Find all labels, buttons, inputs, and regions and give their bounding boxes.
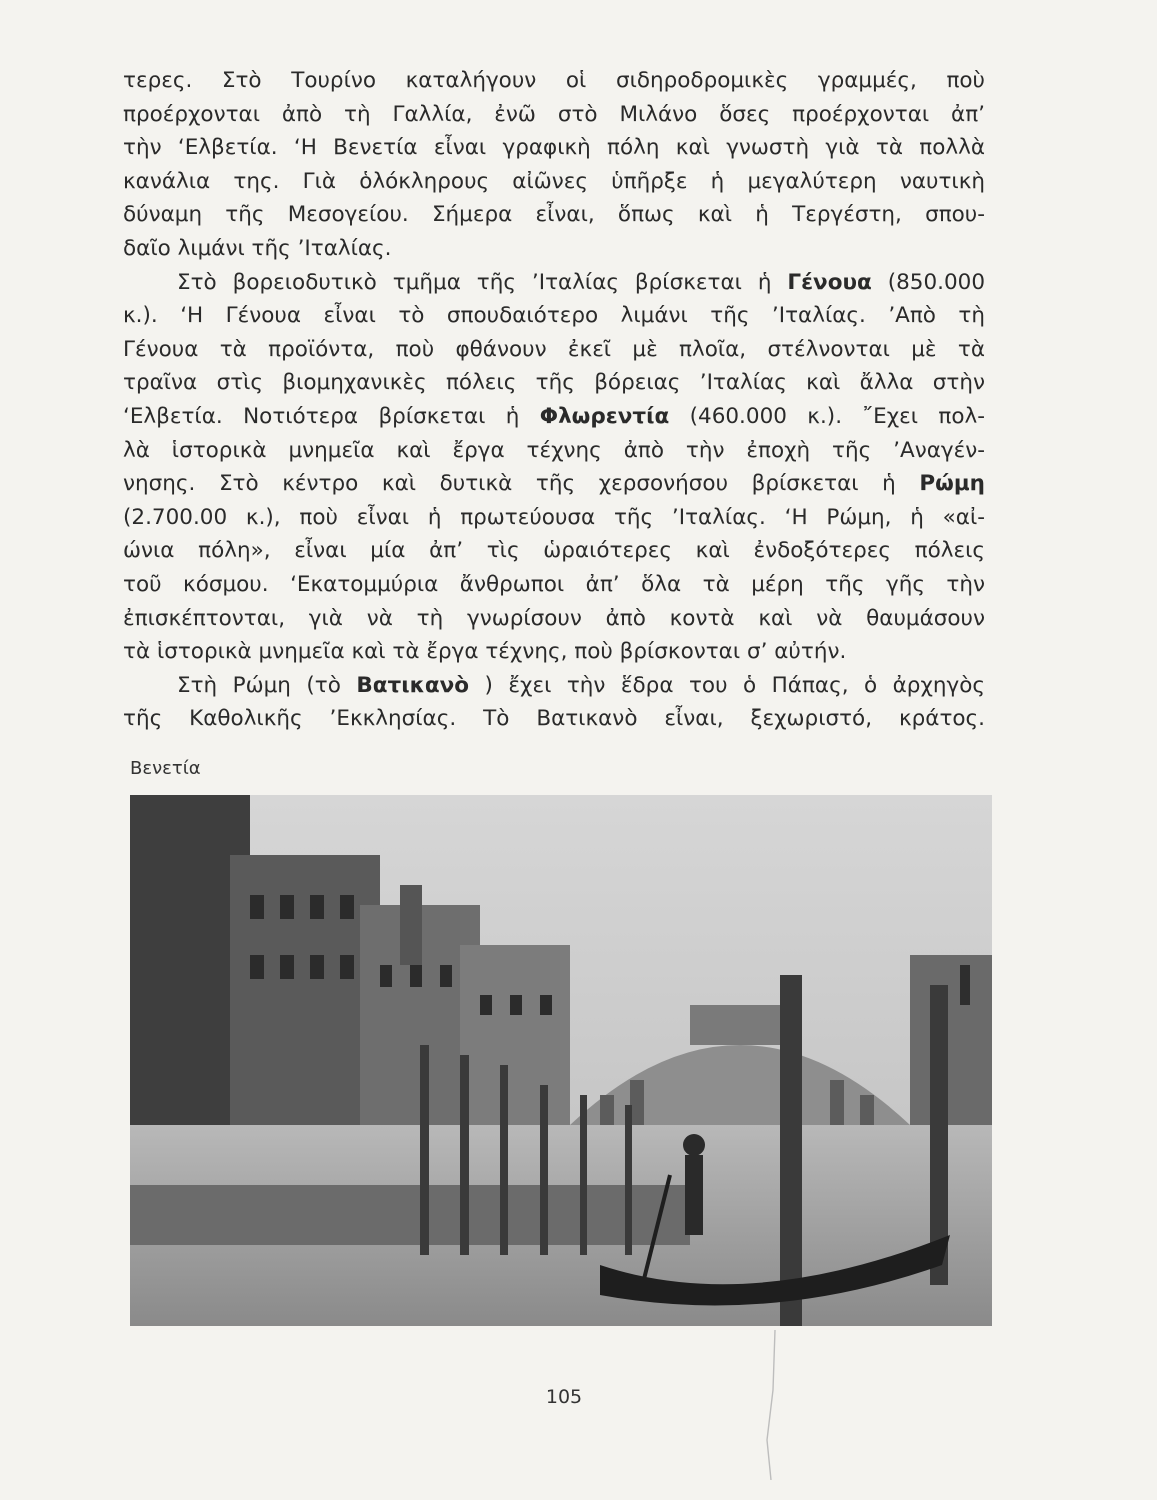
text-line: (2.700.00 κ.), ποὺ εἶναι ἡ πρωτεύουσα τῆς ’Ιταλίας. ‘Η Ρώμη, ἡ «αἰ-	[123, 504, 985, 530]
text-span: Στὸ βορειοδυτικὸ τμῆμα τῆς ’Ιταλίας βρίσκεται ἡ	[177, 269, 788, 295]
text-span: ) ἔχει τὴν ἕδρα του ὁ Πάπας, ὁ ἀρχηγὸς	[469, 672, 985, 698]
text-line: τὰ ἱστορικὰ μνημεῖα καὶ τὰ ἔργα τέχνης, ποὺ βρίσκονται σ’ αὐτήν.	[123, 639, 847, 665]
bold-term-florence: Φλωρεντία	[539, 403, 670, 429]
text-line: τῆς Καθολικῆς ’Εκκλησίας. Τὸ Βατικανὸ εἶναι, ξεχωριστό, κράτος.	[123, 706, 985, 732]
text-line	[123, 669, 985, 703]
page-number: 105	[545, 1386, 583, 1408]
text-line: δύναμη τῆς Μεσογείου. Σήμερα εἶναι, ὅπως καὶ ἡ Τεργέστη, σπου-	[123, 202, 985, 228]
text-line: τερες. Στὸ Τουρίνο καταλήγουν οἱ σιδηροδρομικὲς γραμμές, ποὺ	[123, 68, 985, 93]
text-line: τοῦ κόσμου. ‘Εκατομμύρια ἄνθρωποι ἀπ’ ὅλα τὰ μέρη τῆς γῆς τὴν	[123, 571, 985, 597]
venice-photo-icon	[130, 795, 992, 1326]
text-line: κ.). ‘Η Γένουα εἶναι τὸ σπουδαιότερο λιμάνι τῆς ’Ιταλίας. ’Απὸ τὴ	[123, 303, 985, 329]
text-line: κανάλια της. Γιὰ ὁλόκληρους αἰῶνες ὑπῆρξε ἡ μεγαλύτερη ναυτικὴ	[123, 168, 985, 194]
text-line: τὴν ‘Ελβετία. ‘Η Βενετία εἶναι γραφικὴ πόλη καὶ γνωστὴ γιὰ τὰ πολλὰ	[123, 135, 985, 161]
text-span: νησης. Στὸ κέντρο καὶ δυτικὰ τῆς χερσονήσου βρίσκεται ἡ	[123, 471, 920, 497]
text-line: ἐπισκέπτονται, γιὰ νὰ τὴ γνωρίσουν ἀπὸ κοντὰ καὶ νὰ θαυμάσουν	[123, 605, 985, 631]
text-line: Γένουα τὰ προϊόντα, ποὺ φθάνουν ἐκεῖ μὲ πλοῖα, στέλνονται μὲ τὰ	[123, 336, 985, 362]
text-line: ώνια πόλη», εἶναι μία ἀπ’ τὶς ὡραιότερες καὶ ἐνδοξότερες πόλεις	[123, 538, 985, 564]
text-line	[123, 266, 985, 300]
body-text	[123, 64, 985, 736]
text-span: (460.000 κ.). ῎Εχει πολ-	[669, 403, 985, 429]
text-line	[123, 467, 985, 501]
bold-term-genoa: Γένουα	[787, 269, 872, 295]
bold-term-vatican: Βατικανὸ	[356, 672, 470, 698]
bold-term-rome: Ρώμη	[919, 471, 985, 497]
text-span: Στὴ Ρώμη (τὸ	[177, 672, 357, 698]
text-span: ‘Ελβετία. Νοτιότερα βρίσκεται ἡ	[123, 403, 540, 429]
text-line: τραῖνα στὶς βιομηχανικὲς πόλεις τῆς βόρειας ’Ιταλίας καὶ ἄλλα στὴν	[123, 370, 985, 396]
venice-photo	[130, 795, 992, 1326]
text-line	[123, 400, 985, 434]
text-line: προέρχονται ἀπὸ τὴ Γαλλία, ἐνῶ στὸ Μιλάνο ὅσες προέρχονται ἀπ’	[123, 101, 985, 127]
text-line: λὰ ἱστορικὰ μνημεῖα καὶ ἔργα τέχνης ἀπὸ τὴν ἐποχὴ τῆς ’Αναγέν-	[123, 437, 985, 463]
pencil-mark-icon	[735, 1330, 795, 1480]
text-line: δαῖο λιμάνι τῆς ’Ιταλίας.	[123, 235, 392, 261]
figure-caption: Βενετία	[130, 758, 201, 779]
text-span: (850.000	[871, 269, 985, 295]
